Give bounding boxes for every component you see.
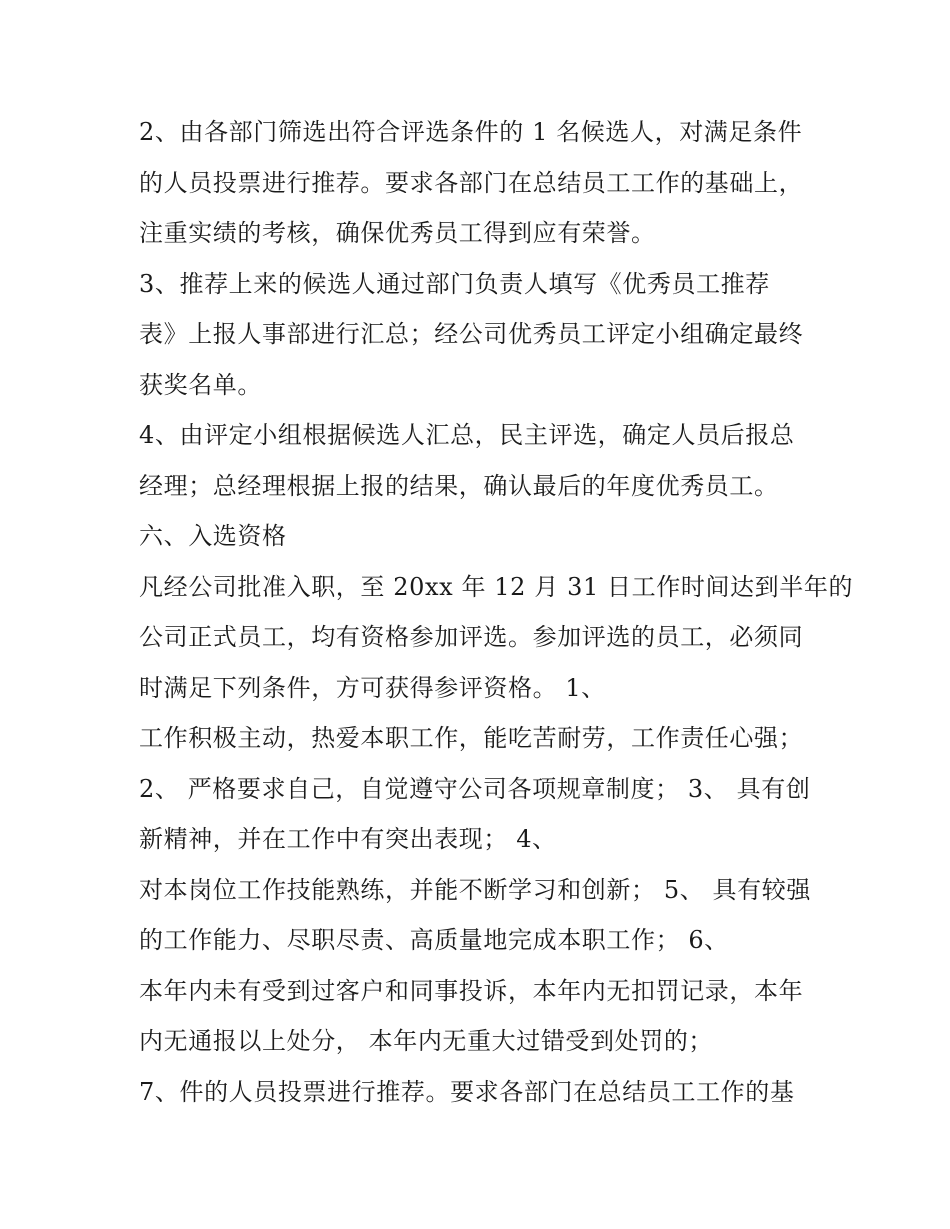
text-line: 注重实绩的考核，确保优秀员工得到应有荣誉。 <box>139 219 656 247</box>
text-line: 表》上报人事部进行汇总；经公司优秀员工评定小组确定最终 <box>139 320 804 348</box>
text-line: 的工作能力、尽职尽责、高质量地完成本职工作； 6、 <box>139 926 729 954</box>
text-line: 凡经公司批准入职，至 20xx 年 12 月 31 日工作时间达到半年的 <box>139 572 854 601</box>
text-line: 的人员投票进行推荐。要求各部门在总结员工工作的基础上， <box>139 168 804 197</box>
text-line: 获奖名单。 <box>139 370 262 399</box>
section-heading: 六、入选资格 <box>139 522 287 550</box>
text-line: 7、件的人员投票进行推荐。要求各部门在总结员工工作的基 <box>139 1077 795 1106</box>
text-line: 时满足下列条件，方可获得参评资格。 1、 <box>139 673 606 702</box>
text-line: 3、推荐上来的候选人通过部门负责人填写《优秀员工推荐 <box>139 269 770 298</box>
text-line: 新精神，并在工作中有突出表现； 4、 <box>139 825 557 853</box>
text-line: 公司正式员工，均有资格参加评选。参加评选的员工，必须同 <box>139 623 804 651</box>
text-line: 2、 严格要求自己，自觉遵守公司各项规章制度； 3、 具有创 <box>139 774 811 803</box>
text-line: 4、由评定小组根据候选人汇总，民主评选，确定人员后报总 <box>139 421 795 449</box>
text-line: 对本岗位工作技能熟练，并能不断学习和创新； 5、 具有较强 <box>139 875 811 904</box>
text-line: 本年内未有受到过客户和同事投诉，本年内无扣罚记录，本年 <box>139 976 804 1005</box>
text-line: 经理；总经理根据上报的结果，确认最后的年度优秀员工。 <box>139 471 779 500</box>
text-line: 工作积极主动，热爱本职工作，能吃苦耐劳，工作责任心强； <box>139 724 804 752</box>
text-line: 2、由各部门筛选出符合评选条件的 1 名候选人，对满足条件 <box>139 118 803 146</box>
document-body <box>139 107 854 1117</box>
text-line: 内无通报以上处分， 本年内无重大过错受到处罚的； <box>139 1027 714 1055</box>
